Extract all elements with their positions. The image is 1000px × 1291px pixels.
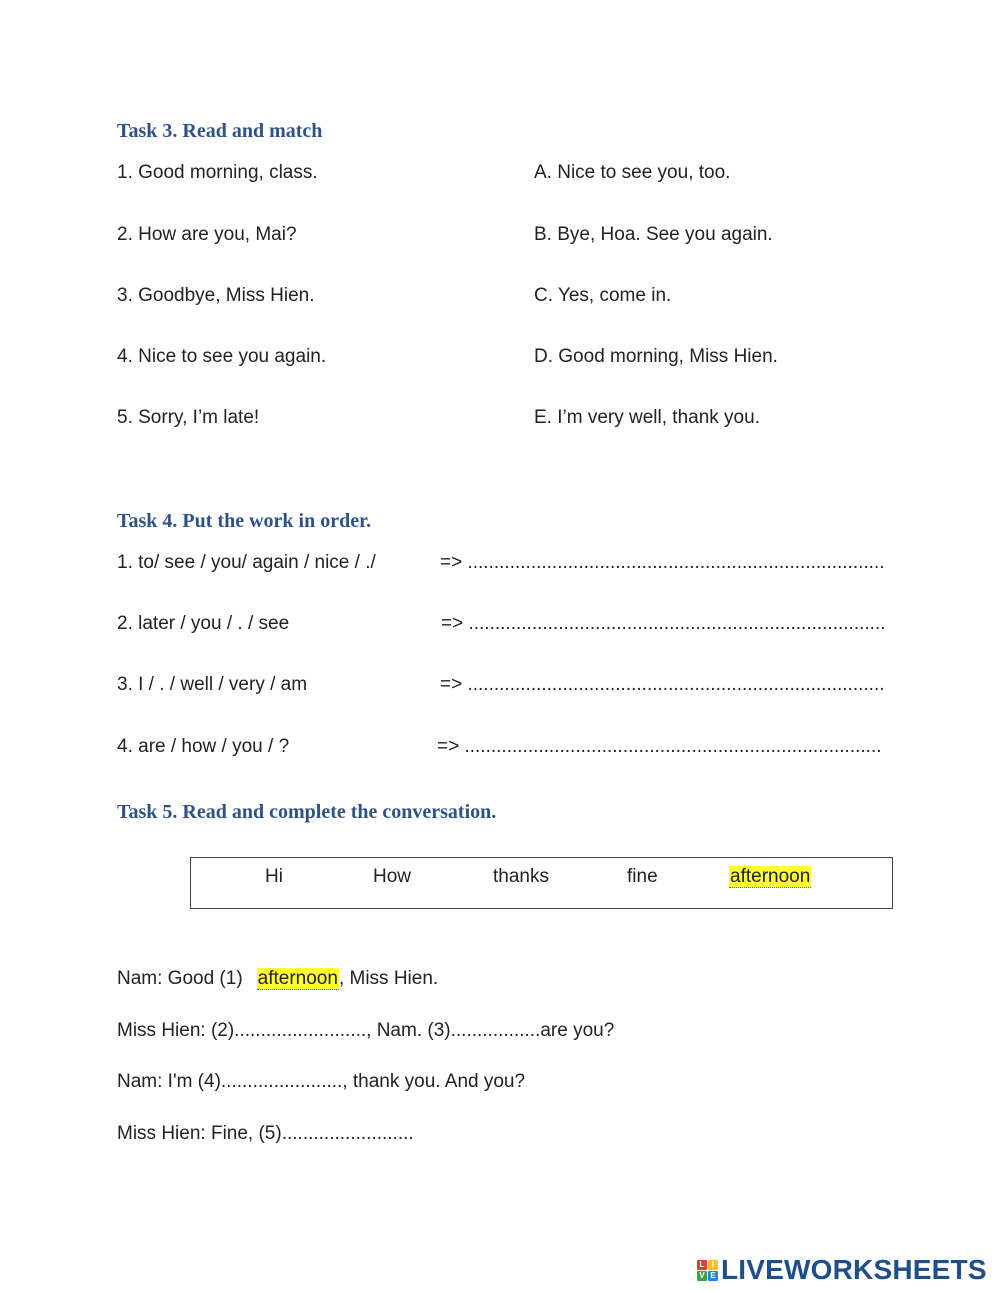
- word-bank-word-fine: fine: [627, 866, 658, 887]
- logo-mark-icon: [697, 1260, 718, 1281]
- logo-mark-l: L: [697, 1260, 707, 1270]
- logo-mark-e: E: [708, 1271, 718, 1281]
- task3-right-item-b: B. Bye, Hoa. See you again.: [534, 224, 773, 245]
- task3-right-item-c: C. Yes, come in.: [534, 285, 672, 306]
- task3-left-item-2: 2. How are you, Mai?: [117, 224, 297, 245]
- task4-answer-line-4[interactable]: => ...............................................................................: [437, 736, 882, 757]
- task3-right-item-d: D. Good morning, Miss Hien.: [534, 346, 778, 367]
- conversation-line-4: Miss Hien: Fine, (5).........................: [117, 1123, 414, 1144]
- task3-left-item-3: 3. Goodbye, Miss Hien.: [117, 285, 315, 306]
- task4-item-4: 4. are / how / you / ?: [117, 736, 290, 757]
- liveworksheets-logo: [697, 1255, 987, 1285]
- word-bank-word-hi: Hi: [265, 866, 283, 887]
- word-bank-word-afternoon: [729, 866, 811, 888]
- task5-heading: Task 5. Read and complete the conversation.: [117, 801, 497, 823]
- logo-text: LIVEWORKSHEETS: [721, 1254, 987, 1285]
- conversation-line-2: Miss Hien: (2)........................., Nam. (3).................are you?: [117, 1020, 615, 1041]
- task3-left-item-1: 1. Good morning, class.: [117, 162, 318, 183]
- task4-answer-line-2[interactable]: => ...............................................................................: [441, 613, 886, 634]
- task4-answer-line-3[interactable]: => ...............................................................................: [440, 674, 885, 695]
- task3-heading: Task 3. Read and match: [117, 120, 323, 142]
- conversation-line-3: Nam: I'm (4)......................., thank you. And you?: [117, 1071, 526, 1092]
- task3-right-item-e: E. I’m very well, thank you.: [534, 407, 760, 428]
- logo-mark-i: I: [708, 1260, 718, 1270]
- logo-mark-v: V: [697, 1271, 707, 1281]
- task3-left-item-5: 5. Sorry, I’m late!: [117, 407, 260, 428]
- conversation-line-1: [117, 968, 438, 990]
- task3-left-item-4: 4. Nice to see you again.: [117, 346, 327, 367]
- conversation-line-1-prefix: Nam: Good (1): [117, 968, 243, 989]
- task3-right-item-a: A. Nice to see you, too.: [534, 162, 731, 183]
- task4-heading: Task 4. Put the work in order.: [117, 510, 372, 532]
- word-bank-word-how: How: [373, 866, 412, 887]
- task4-item-1: 1. to/ see / you/ again / nice / ./: [117, 552, 376, 573]
- task4-answer-line-1[interactable]: => ...............................................................................: [440, 552, 885, 573]
- task4-item-2: 2. later / you / . / see: [117, 613, 290, 634]
- word-bank-highlight: afternoon: [730, 866, 811, 887]
- answer-blank-1[interactable]: afternoon: [257, 968, 338, 989]
- word-bank-word-thanks: thanks: [493, 866, 549, 887]
- conversation-line-1-suffix: , Miss Hien.: [338, 968, 439, 989]
- task4-item-3: 3. I / . / well / very / am: [117, 674, 308, 695]
